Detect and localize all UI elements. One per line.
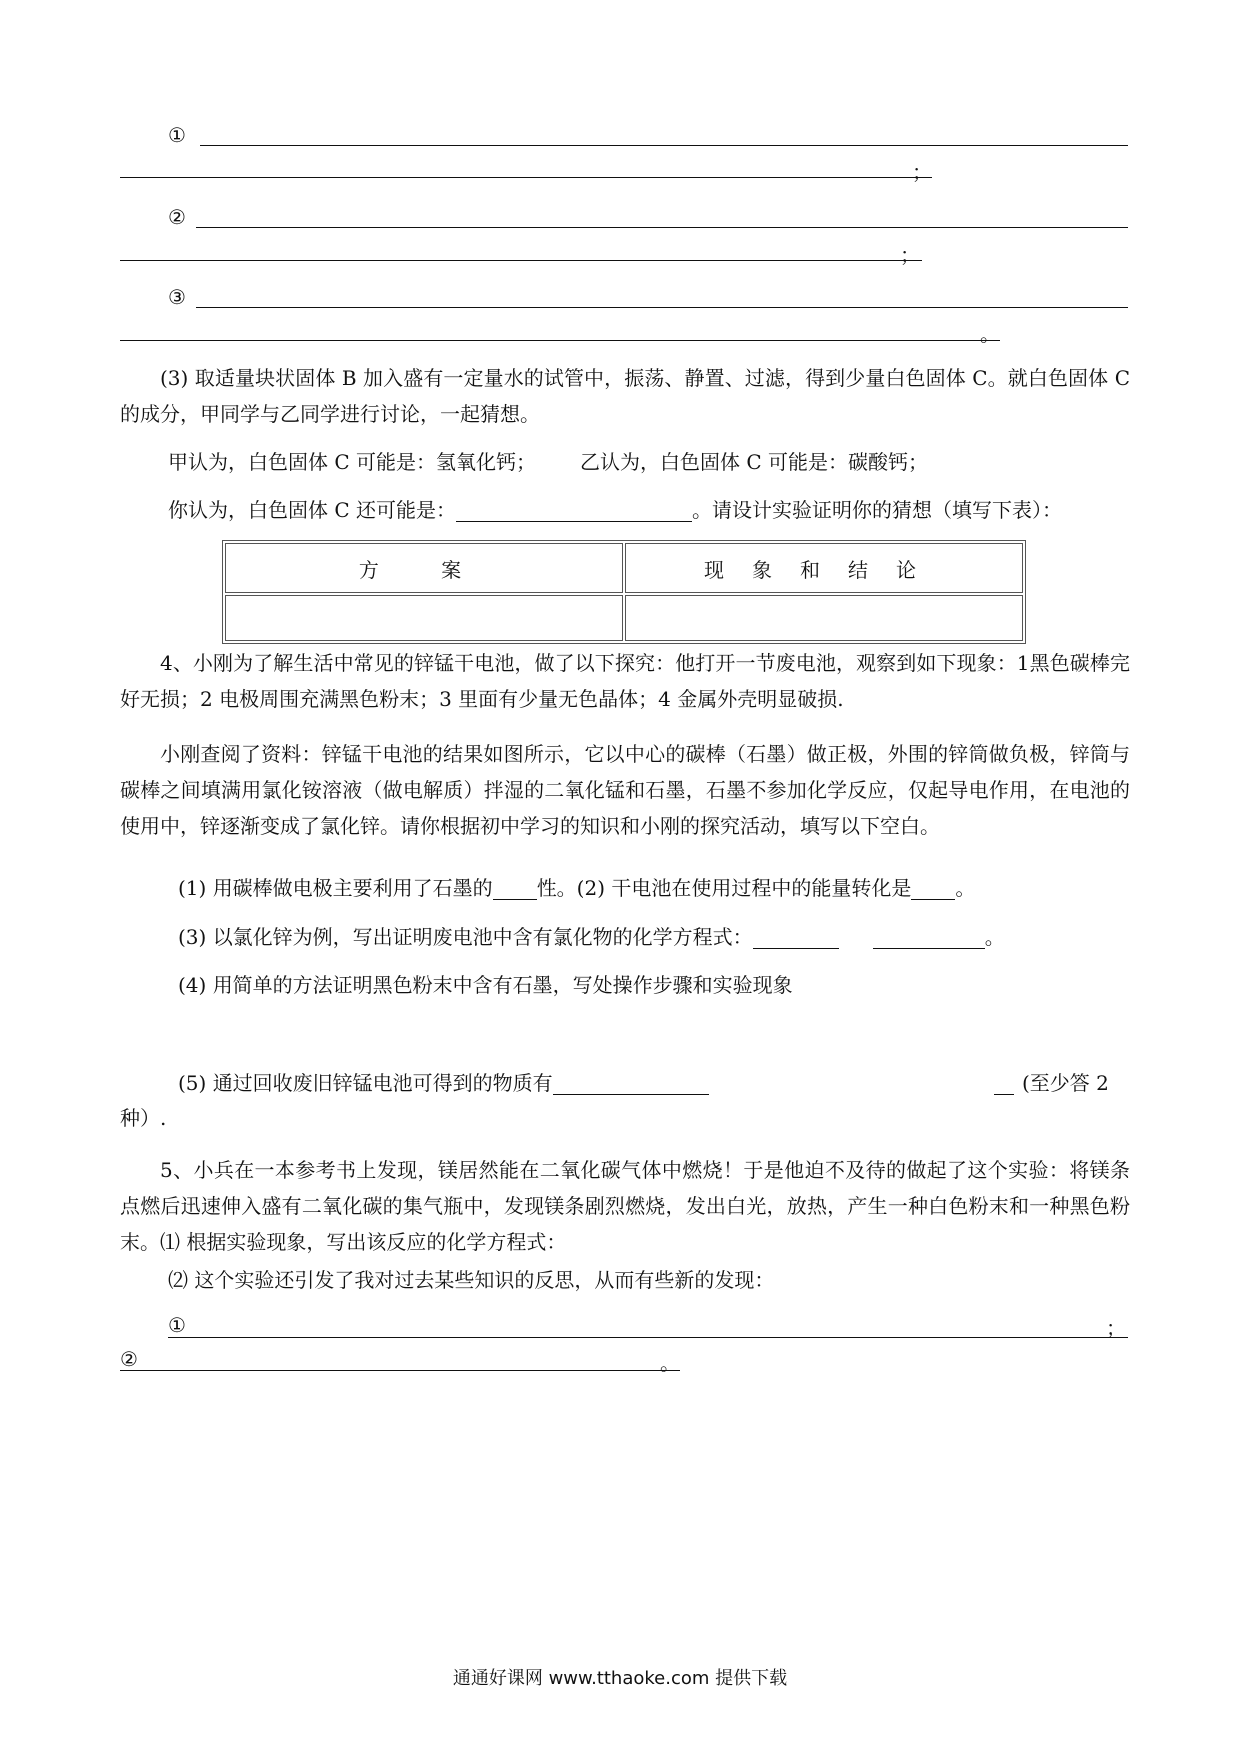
jia-opinion: 甲认为，白色固体 C 可能是：氢氧化钙； (168, 450, 537, 474)
period: 。 (980, 322, 1000, 346)
answer-line[interactable] (200, 145, 1128, 146)
blank-property[interactable] (493, 879, 537, 900)
answer-line[interactable] (168, 1337, 1128, 1338)
answer-line[interactable] (120, 177, 932, 178)
q3-part3-intro: (3) 取适量块状固体 B 加入盛有一定量水的试管中，振荡、静置、过滤，得到少量白色固体 C。就白色固体 C 的成分，甲同学与乙同学进行讨论，一起猜想。 (120, 366, 1130, 426)
semicolon: ； (912, 160, 932, 184)
q5-part2: ⑵ 这个实验还引发了我对过去某些知识的反思，从而有些新的发现： (168, 1268, 775, 1292)
q4-sub5-tail-2: 种）. (120, 1106, 167, 1130)
q4-sub1-text-b: 性。(2) 干电池在使用过程中的能量转化是 (536, 876, 912, 900)
q4-sub3-text: (3) 以氯化锌为例，写出证明废电池中含有氯化物的化学方程式： (178, 925, 753, 949)
period: 。 (660, 1351, 680, 1375)
table-header-plan: 方 案 (225, 543, 623, 593)
q4-info: 小刚查阅了资料：锌锰干电池的结果如图所示，它以中心的碳棒（石墨）做正极，外围的锌筒做负极，锌筒与碳棒之间填满用氯化铵溶液（做电解质）拌湿的二氧化锰和石墨，石墨不参加化学反应，仅起导电作用，在电池的使用中，锌逐渐变成了氯化锌。请你根据初中学习的知识和小刚的探究活动，填写以下空白。 (120, 742, 1130, 838)
q4-sub5-tail: (至少答 2 (1022, 1071, 1109, 1095)
answer-line[interactable] (196, 307, 1128, 308)
q4-sub3 (178, 925, 1005, 949)
q5-intro: 5、小兵在一本参考书上发现，镁居然能在二氧化碳气体中燃烧！于是他迫不及待的做起了这个实验：将镁条点燃后迅速伸入盛有二氧化碳的集气瓶中，发现镁条剧烈燃烧，发出白光，放热，产生一种白色粉末和一种黑色粉末。⑴ 根据实验现象，写出该反应的化学方程式： (120, 1158, 1130, 1254)
circled-number-1: ① (168, 123, 186, 147)
q5-circled-1: ① (168, 1313, 186, 1337)
q4-sub1 (178, 876, 975, 900)
q4-intro: 4、小刚为了解生活中常见的锌锰干电池，做了以下探究：他打开一节废电池，观察到如下现象：1黑色碳棒完好无损；2 电极周围充满黑色粉末；3 里面有少量无色晶体；4 金属外壳明显破损. (120, 651, 1130, 711)
blank-equation-a[interactable] (753, 928, 839, 949)
q4-sub5-text: (5) 通过回收废旧锌锰电池可得到的物质有 (178, 1071, 553, 1095)
table-header-result: 现象和结论 (625, 543, 1023, 593)
table-cell-result[interactable] (625, 595, 1023, 641)
circled-number-3: ③ (168, 285, 186, 309)
semicolon: ； (1106, 1316, 1126, 1340)
q4-sub5 (178, 1071, 709, 1095)
circled-number-2: ② (168, 205, 186, 229)
blank-materials[interactable] (553, 1074, 709, 1095)
blank-energy[interactable] (911, 879, 955, 900)
experiment-table (222, 540, 1026, 644)
table-cell-plan[interactable] (225, 595, 623, 641)
q4-sub4: (4) 用简单的方法证明黑色粉末中含有石墨，写处操作步骤和实验现象 (178, 973, 793, 997)
semicolon: ； (900, 243, 920, 267)
q4-sub1-text-a: (1) 用碳棒做电极主要利用了石墨的 (178, 876, 493, 900)
yi-opinion: 乙认为，白色固体 C 可能是：碳酸钙； (580, 450, 929, 474)
answer-line[interactable] (120, 1370, 680, 1371)
guess-blank[interactable] (456, 501, 692, 522)
your-guess-prefix: 你认为，白色固体 C 还可能是： (168, 498, 457, 522)
answer-line[interactable] (120, 260, 922, 261)
your-guess-line (168, 498, 1062, 522)
q4-sub3-end: 。 (984, 925, 1005, 949)
footer-credit: 通通好课网 www.tthaoke.com 提供下载 (452, 1668, 788, 1689)
answer-line[interactable] (120, 340, 1000, 341)
blank-equation-b[interactable] (873, 928, 985, 949)
q5-circled-2: ② (120, 1347, 138, 1371)
answer-line[interactable] (196, 227, 1128, 228)
q4-sub1-text-c: 。 (955, 876, 976, 900)
your-guess-suffix: 。请设计实验证明你的猜想（填写下表）： (692, 498, 1063, 522)
blank-materials-end[interactable] (994, 1074, 1014, 1095)
